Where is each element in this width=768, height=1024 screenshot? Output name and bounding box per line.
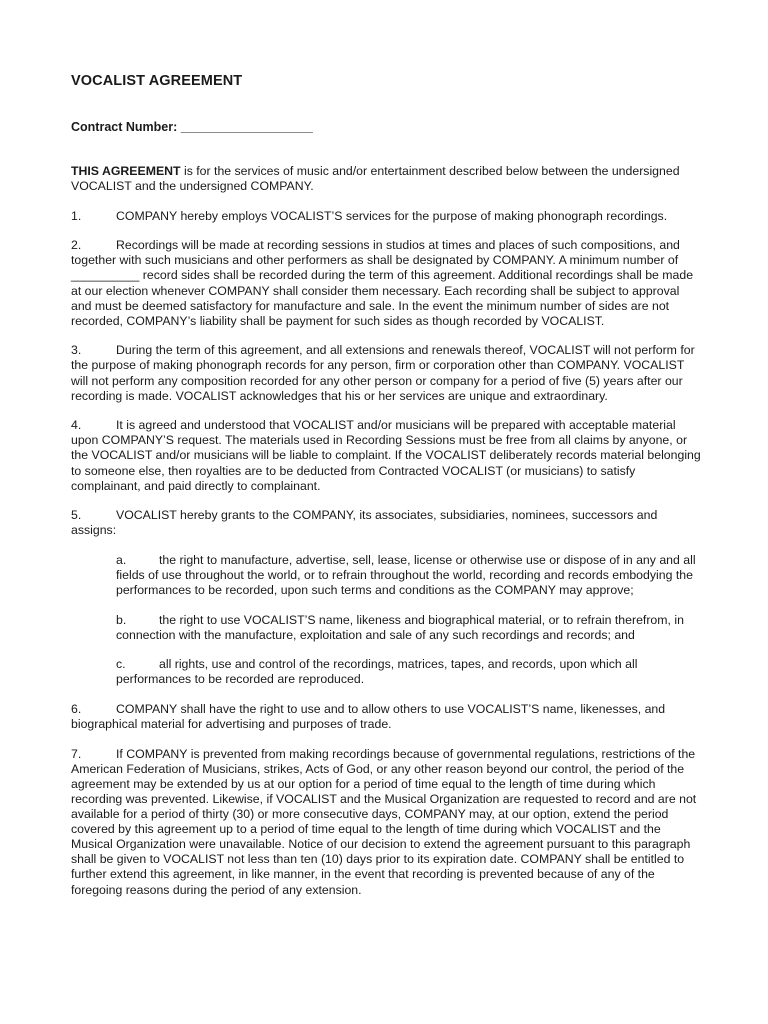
clause-text: VOCALIST hereby grants to the COMPANY, its associates, subsidiaries, nominees, successors and assigns: [71, 508, 658, 538]
clause-number: 2. [71, 238, 82, 253]
subclause-c [116, 657, 701, 687]
clause-number: 4. [71, 418, 82, 433]
clause-2 [71, 238, 701, 329]
clause-5 [71, 508, 701, 538]
clause-number: 6. [71, 702, 82, 717]
intro-paragraph [71, 164, 701, 194]
subclause-text: the right to use VOCALIST’S name, likeness and biographical material, or to refrain therefrom, in connection with the manufacture, exploitation and sale of any such recordings and records; and [116, 612, 684, 642]
subclause-b [116, 613, 701, 643]
clause-text: During the term of this agreement, and all extensions and renewals thereof, VOCALIST will not perform for the purpose of making phonograph records for any person, firm or corporation other than COMPANY. VOCALIST will not perform any composition recorded for any other person or company for a period of five (5) years after our recording is made. VOCALIST acknowledges that his or her services are unique and extraordinary. [71, 343, 695, 403]
clause-4 [71, 418, 701, 493]
clause-text: If COMPANY is prevented from making recordings because of governmental regulations, restrictions of the American Federation of Musicians, strikes, Acts of God, or any other reason beyond our control, the period of the agreement may be extended by us at our option for a period of time equal to the length of time during which recording was prevented. Likewise, if VOCALIST and the Musical Organization are requested to record and are not available for a period of thirty (30) or more consecutive days, COMPANY may, at our option, extend the period covered by this agreement up to a period of time equal to the length of time during which VOCALIST and the Musical Organization were unavailable. Notice of our decision to extend the agreement pursuant to this paragraph shall be given to VOCALIST not less than ten (10) days prior to its expiration date. COMPANY shall be entitled to further extend this agreement, in like manner, in the event that recording is prevented because of any of the foregoing reasons during the period of any extension. [71, 746, 697, 897]
clause-text: Recordings will be made at recording sessions in studios at times and places of such compositions, and together with such musicians and other performers as shall be designated by COMPANY. A minimum number of __________ record sides shall be recorded during the term of this agreement. Additional recordings shall be made at our election whenever COMPANY shall consider them necessary. Each recording shall be subject to approval and must be deemed satisfactory for manufacture and sale. In the event the minimum number of sides are not recorded, COMPANY’s liability shall be payment for such sides as though recorded by VOCALIST. [71, 238, 694, 328]
clause-text: COMPANY shall have the right to use and to allow others to use VOCALIST’S name, likenesses, and biographical material for advertising and purposes of trade. [71, 702, 666, 732]
contract-number-field: Contract Number: ___________________ [71, 120, 313, 134]
clause-number: 1. [71, 208, 82, 223]
document-title: VOCALIST AGREEMENT [71, 73, 243, 89]
intro-text: is for the services of music and/or entertainment described below between the undersigned VOCALIST and the undersigned COMPANY. [71, 164, 680, 194]
agreement-body [71, 164, 701, 912]
subclause-letter: c. [116, 657, 126, 672]
subclause-a [116, 553, 701, 598]
clause-3 [71, 343, 701, 403]
clause-number: 3. [71, 343, 82, 358]
clause-text: COMPANY hereby employs VOCALIST’S services for the purpose of making phonograph recordings. [116, 208, 668, 223]
clause-text: It is agreed and understood that VOCALIST and/or musicians will be prepared with acceptable material upon COMPANY’S request. The materials used in Recording Sessions must be free from all claims by anyone, or the VOCALIST and/or musicians will be liable to complaint. If the VOCALIST deliberately records material belonging to someone else, then royalties are to be deducted from Contracted VOCALIST (or musicians) to satisfy complainant, and paid directly to complainant. [71, 418, 701, 493]
clause-number: 5. [71, 508, 82, 523]
subclause-letter: b. [116, 612, 127, 627]
intro-lead: THIS AGREEMENT [71, 164, 181, 178]
subclause-text: all rights, use and control of the recordings, matrices, tapes, and records, upon which all performances to be recorded are reproduced. [116, 657, 638, 687]
subclause-text: the right to manufacture, advertise, sell, lease, license or otherwise use or dispose of in any and all fields of use throughout the world, or to refrain throughout the world, recording and records embodying the performances to be recorded, upon such terms and conditions as the COMPANY may approve; [116, 552, 696, 598]
clause-7 [71, 747, 701, 898]
clause-1 [71, 209, 701, 224]
subclause-letter: a. [116, 552, 127, 567]
clause-6 [71, 702, 701, 732]
clause-number: 7. [71, 746, 82, 761]
